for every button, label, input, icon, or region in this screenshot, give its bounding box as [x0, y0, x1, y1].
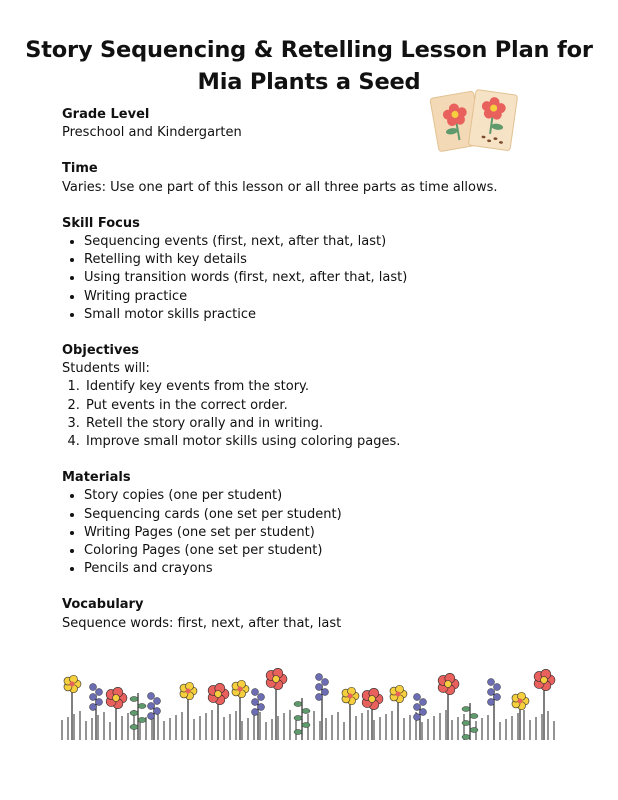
time-section — [62, 160, 582, 196]
skill-focus-heading: Skill Focus — [62, 215, 140, 231]
list-item: • Using transition words (first, next, after that, last) — [84, 269, 582, 287]
vocabulary-section — [62, 596, 582, 632]
list-item: • Pencils and crayons — [84, 560, 582, 578]
grade-level-text: Preschool and Kindergarten — [62, 125, 242, 141]
list-item: • Sequencing events (first, next, after that, last) — [84, 233, 582, 251]
list-item: • Sequencing cards (one set per student) — [84, 506, 582, 524]
title-line-2: Mia Plants a Seed — [197, 69, 421, 95]
list-item: • Writing practice — [84, 288, 582, 306]
list-item: • Story copies (one per student) — [84, 487, 582, 505]
time-text: Varies: Use one part of this lesson or all three parts as time allows. — [62, 179, 498, 195]
vocabulary-text: Sequence words: first, next, after that, last — [62, 615, 342, 631]
list-item: • Writing Pages (one set per student) — [84, 524, 582, 542]
list-item: • Retelling with key details — [84, 251, 582, 269]
materials-section — [62, 469, 582, 578]
list-item: • Small motor skills practice — [84, 306, 582, 324]
vocabulary-heading: Vocabulary — [62, 597, 144, 613]
list-item: 4. Improve small motor skills using coloring pages. — [84, 433, 582, 451]
flower-border-icon — [58, 664, 560, 742]
objectives-intro: Students will: — [62, 361, 150, 377]
time-heading: Time — [62, 161, 98, 177]
list-item: 2. Put events in the correct order. — [84, 397, 582, 415]
grade-level-section — [62, 106, 582, 142]
skill-focus-list — [62, 233, 582, 324]
lesson-content — [62, 106, 582, 651]
list-item: 1. Identify key events from the story. — [84, 378, 582, 396]
list-item: 3. Retell the story orally and in writing. — [84, 415, 582, 433]
skill-focus-section — [62, 215, 582, 324]
title-line-1: Story Sequencing & Retelling Lesson Plan for — [25, 37, 593, 63]
objectives-heading: Objectives — [62, 343, 140, 359]
objectives-list — [62, 378, 582, 451]
materials-list — [62, 487, 582, 578]
list-item: • Coloring Pages (one set per student) — [84, 542, 582, 560]
grade-level-heading: Grade Level — [62, 107, 150, 122]
objectives-section — [62, 342, 582, 451]
materials-heading: Materials — [62, 470, 131, 486]
